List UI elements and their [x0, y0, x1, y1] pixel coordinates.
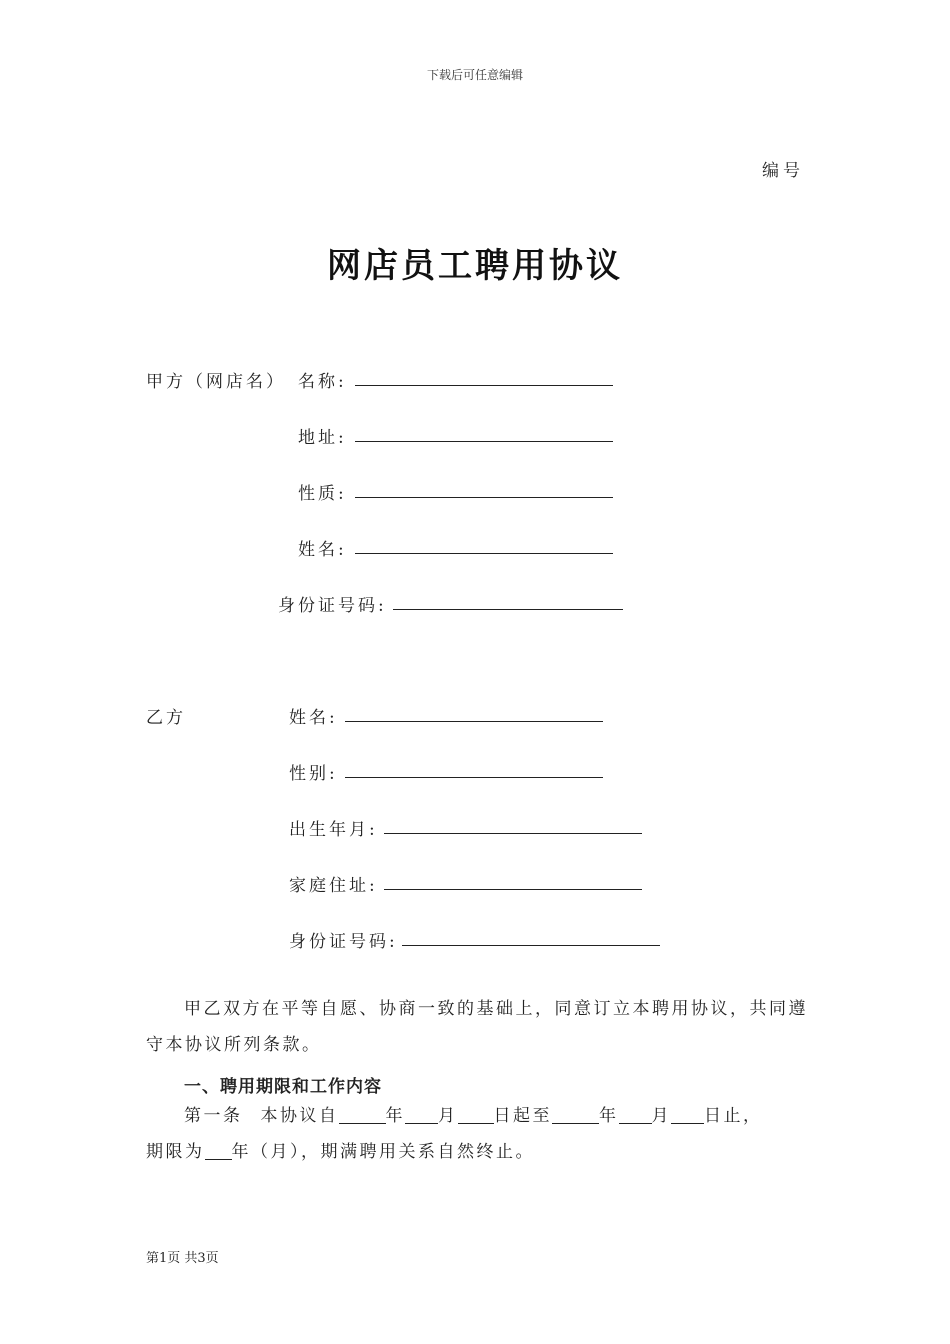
page-footer: 第1页 共3页: [146, 1251, 219, 1266]
party-a-id-number-blank[interactable]: [393, 609, 623, 610]
party-b-name-label: 姓名:: [289, 708, 338, 728]
party-b-address-blank[interactable]: [384, 889, 642, 890]
intro-line-1: 甲乙双方在平等自愿、协商一致的基础上，同意订立本聘用协议，共同遵: [184, 999, 808, 1019]
party-a-name-blank[interactable]: [355, 385, 613, 386]
page-header: 下载后可任意编辑: [426, 68, 523, 82]
party-a-id-number-label: 身份证号码:: [278, 596, 387, 616]
party-b-address-label: 家庭住址:: [289, 876, 378, 896]
intro-line-2: 守本协议所列条款。: [146, 1035, 322, 1055]
party-a-nature-blank[interactable]: [355, 497, 613, 498]
party-b-gender-label: 性别:: [289, 764, 338, 784]
party-b-birth-blank[interactable]: [384, 833, 642, 834]
article-1-line-2: [146, 1134, 535, 1170]
section-1-heading: 一、聘用期限和工作内容: [184, 1077, 382, 1097]
start-day-blank[interactable]: [458, 1105, 494, 1124]
party-a-person-name-blank[interactable]: [355, 553, 613, 554]
party-b-gender-blank[interactable]: [345, 777, 603, 778]
party-b-name-blank[interactable]: [345, 721, 603, 722]
article-1-line-1: [184, 1098, 763, 1134]
end-month-unit: 月: [651, 1106, 671, 1126]
end-year-blank[interactable]: [552, 1105, 599, 1124]
party-a-label: 甲方（网店名）: [146, 372, 286, 392]
party-a-address-blank[interactable]: [355, 441, 613, 442]
serial-number-label: 编号: [762, 161, 804, 181]
end-year-unit: 年: [599, 1106, 619, 1126]
party-a-name-label: 名称:: [298, 372, 347, 392]
party-b-id-number-label: 身份证号码:: [289, 932, 398, 952]
party-a-address-label: 地址:: [298, 428, 347, 448]
article-1-text-start: 本协议自: [260, 1106, 339, 1126]
party-b-id-number-blank[interactable]: [402, 945, 660, 946]
end-day-blank[interactable]: [671, 1105, 704, 1124]
term-text: 年（月），期满聘用关系自然终止。: [231, 1142, 535, 1162]
end-month-blank[interactable]: [619, 1105, 652, 1124]
party-a-person-name-label: 姓名:: [298, 540, 347, 560]
start-year-blank[interactable]: [339, 1105, 386, 1124]
party-a-nature-label: 性质:: [298, 484, 347, 504]
term-label: 期限为: [146, 1142, 205, 1162]
term-blank[interactable]: [205, 1141, 232, 1160]
end-day-unit: 日止，: [704, 1106, 763, 1126]
start-month-unit: 月: [438, 1106, 458, 1126]
party-b-birth-label: 出生年月:: [289, 820, 378, 840]
start-month-blank[interactable]: [405, 1105, 438, 1124]
start-day-unit: 日起至: [493, 1106, 552, 1126]
start-year-unit: 年: [385, 1106, 405, 1126]
document-title: 网店员工聘用协议: [327, 246, 623, 286]
party-b-label: 乙方: [146, 708, 186, 728]
article-1-lead: 第一条: [184, 1106, 243, 1126]
